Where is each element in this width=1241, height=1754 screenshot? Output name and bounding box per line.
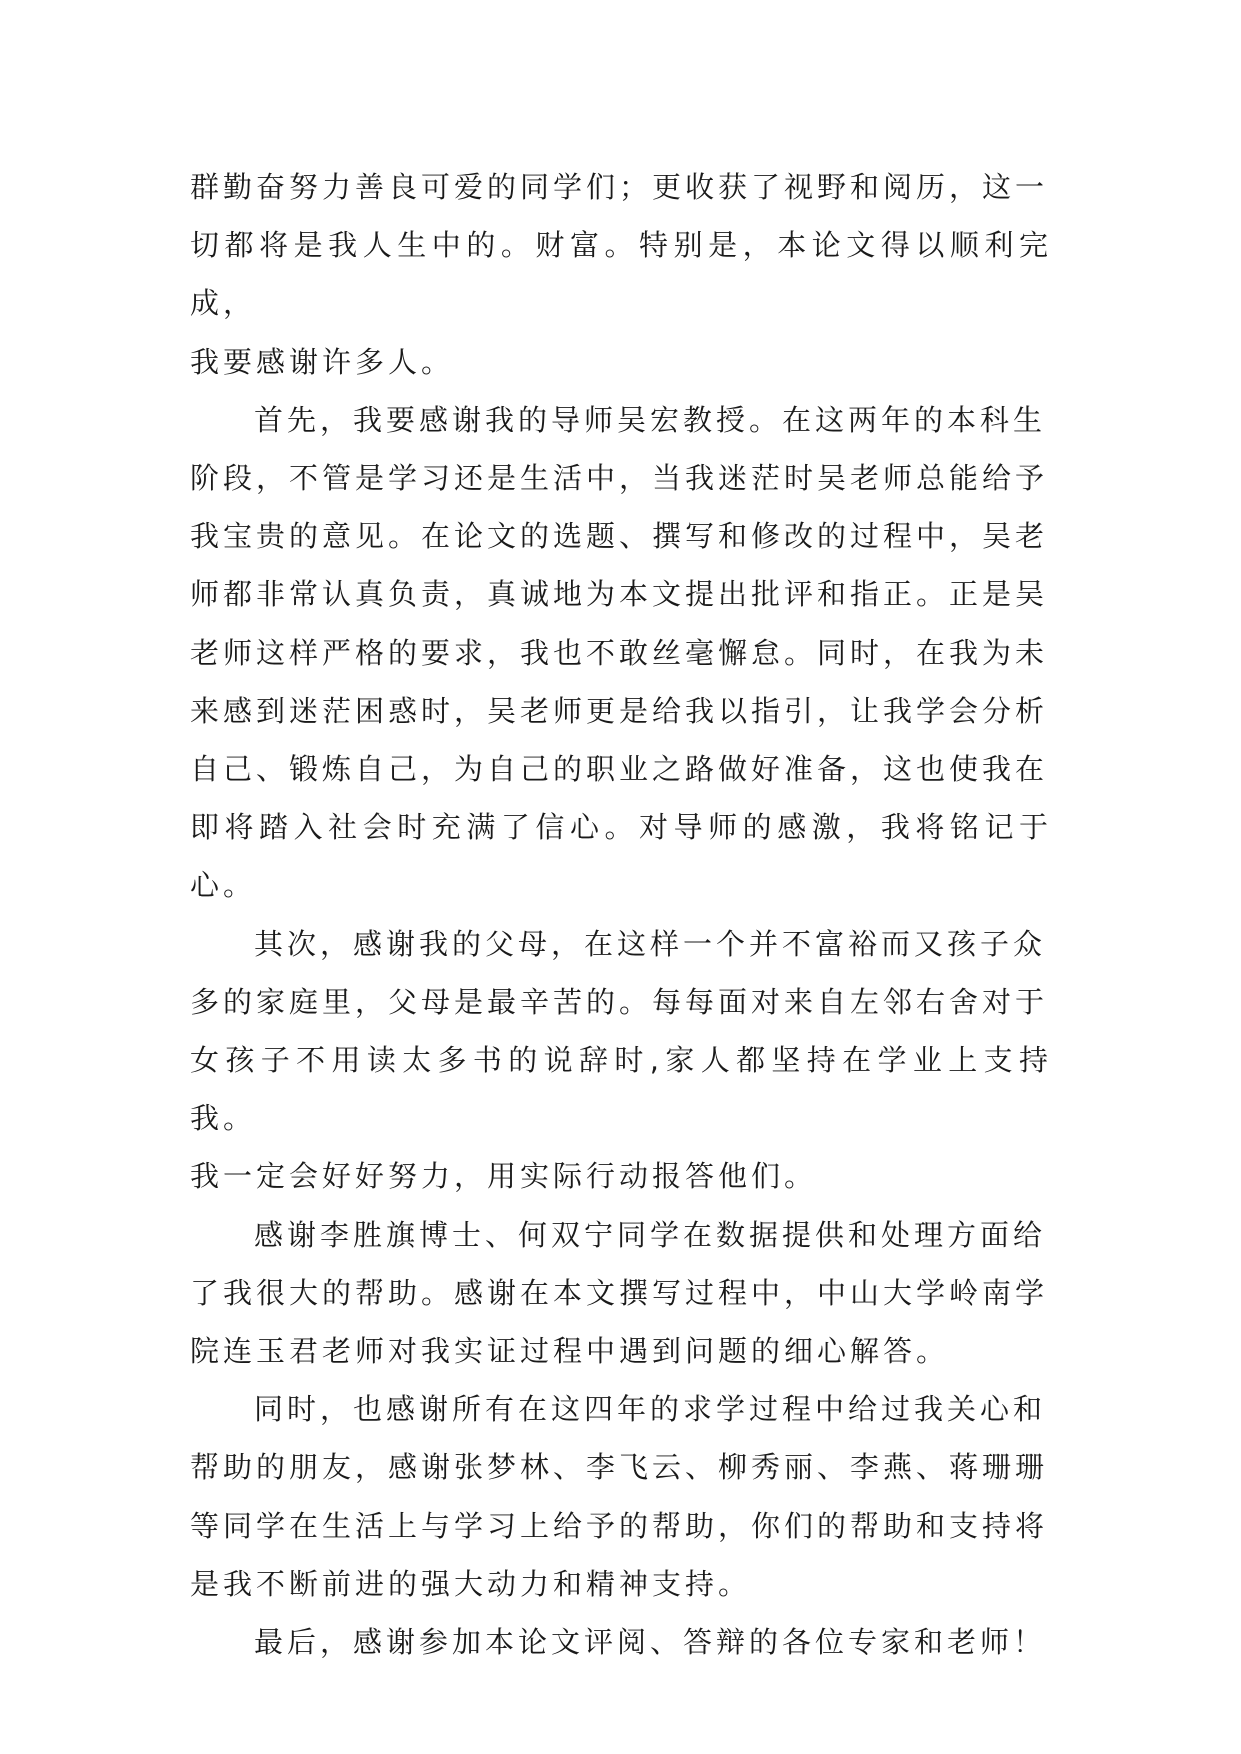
text-line: 来感到迷茫困惑时，吴老师更是给我以指引，让我学会分析 [190,693,1049,728]
paragraph-friends [190,1380,1052,1613]
text-line: 我一定会好好努力，用实际行动报答他们。 [190,1159,818,1194]
text-line: 自己、锻炼自己，为自己的职业之路做好准备，这也使我在 [190,752,1049,787]
text-line: 最后，感谢参加本论文评阅、答辩的各位专家和老师！ [254,1625,1047,1660]
text-line: 我宝贵的意见。在论文的选题、撰写和修改的过程中，吴老 [190,519,1049,554]
text-line: 师都非常认真负责，真诚地为本文提出批评和指正。正是吴 [190,577,1049,612]
paragraph-data-help [190,1206,1052,1381]
acknowledgement-body [190,158,1052,1671]
text-line: 同时，也感谢所有在这四年的求学过程中给过我关心和 [254,1392,1047,1427]
text-line: 即将踏入社会时充满了信心。对导师的感激，我将铭记于心。 [190,810,1052,903]
text-line: 等同学在生活上与学习上给予的帮助，你们的帮助和支持将 [190,1508,1049,1543]
text-line: 首先，我要感谢我的导师吴宏教授。在这两年的本科生 [254,402,1047,437]
text-line: 女孩子不用读太多书的说辞时,家人都坚持在学业上支持我。 [190,1043,1052,1136]
paragraph-continuation [190,158,1052,391]
text-line: 了我很大的帮助。感谢在本文撰写过程中，中山大学岭南学 [190,1275,1049,1310]
paragraph-parents [190,915,1052,1206]
text-line: 其次，感谢我的父母，在这样一个并不富裕而又孩子众 [254,926,1047,961]
text-line: 群勤奋努力善良可爱的同学们；更收获了视野和阅历，这一 [190,170,1049,204]
paragraph-advisor [190,391,1052,915]
text-line: 是我不断前进的强大动力和精神支持。 [190,1566,752,1601]
text-line: 帮助的朋友，感谢张梦林、李飞云、柳秀丽、李燕、蒋珊珊 [190,1450,1049,1485]
text-line: 老师这样严格的要求，我也不敢丝毫懈怠。同时，在我为未 [190,635,1049,670]
text-line: 感谢李胜旗博士、何双宁同学在数据提供和处理方面给 [254,1217,1047,1252]
text-line: 我要感谢许多人。 [190,344,455,379]
text-line: 切都将是我人生中的。财富。特别是，本论文得以顺利完成， [190,228,1052,321]
text-line: 阶段，不管是学习还是生活中，当我迷茫时吴老师总能给予 [190,461,1049,496]
text-line: 多的家庭里，父母是最辛苦的。每每面对来自左邻右舍对于 [190,984,1049,1019]
paragraph-closing [190,1613,1052,1671]
text-line: 院连玉君老师对我实证过程中遇到问题的细心解答。 [190,1334,950,1369]
